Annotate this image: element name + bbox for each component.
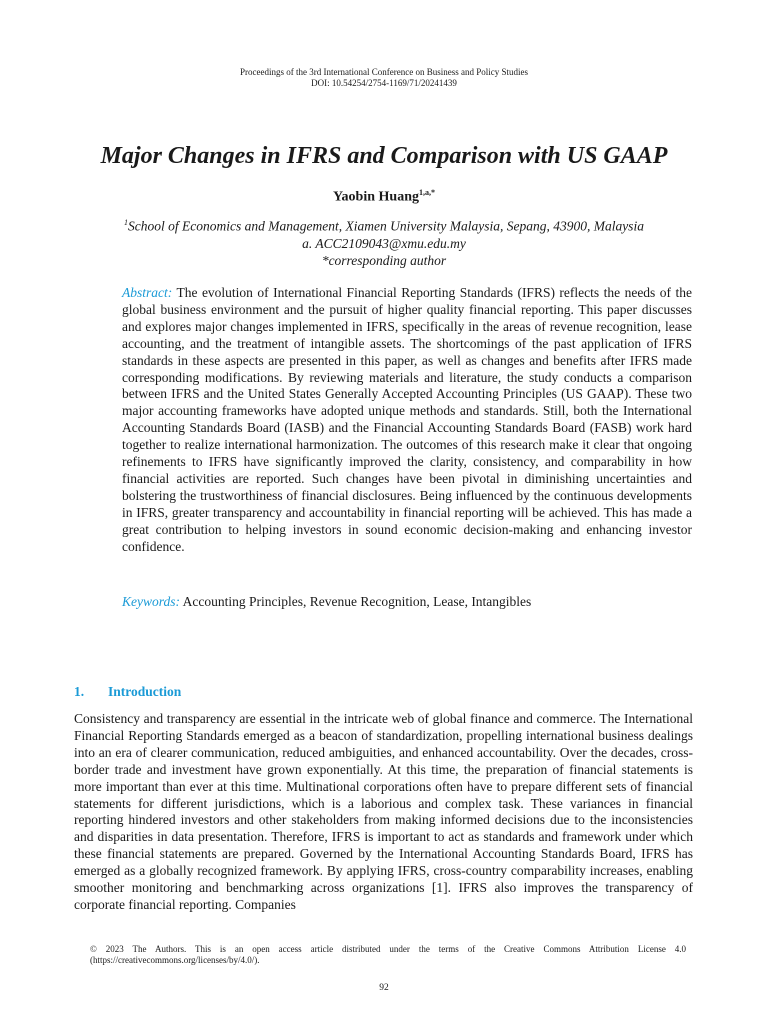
introduction-paragraph: Consistency and transparency are essential in the intricate web of global finance and commerce. The International Financial Reporting Standards emerged as a beacon of standardization, propelling international business dealings into an era of clearer communication, reduced ambiguities, and enhanced accountability. Over the decades, cross-border trade and investment have grown exponentially. At this time, the preparation of financial statements is more important than ever at this time. Multinational corporations often have to prepare different sets of financial statements for different jurisdictions, which is a laborious and complex task. These variances in financial reporting hindered investors and other stakeholders from making informed decisions due to the inconsistencies and disparities in data presentation. Therefore, IFRS is important to act as standards and framework under which these financial statements are prepared. Governed by the International Accounting Standards Board, IFRS has emerged as a globally recognized framework. By applying IFRS, cross-country comparability increases, enabling smoother monitoring and benchmarking across organizations [1]. IFRS also improves the transparency of corporate financial reporting. Companies	[74, 711, 693, 912]
affiliation-block	[0, 214, 768, 269]
abstract	[122, 285, 692, 556]
keywords-text: Accounting Principles, Revenue Recognition, Lease, Intangibles	[182, 594, 532, 609]
affiliation-school: School of Economics and Management, Xiamen University Malaysia, Sepang, 43900, Malaysia	[128, 218, 644, 234]
author-line	[0, 188, 768, 206]
paper-title: Major Changes in IFRS and Comparison with US GAAP	[100, 143, 668, 169]
section-title: Introduction	[108, 684, 182, 699]
section-number: 1.	[74, 684, 85, 699]
author-name: Yaobin Huang	[333, 189, 419, 205]
running-header	[0, 67, 768, 89]
abstract-label: Abstract:	[122, 285, 173, 300]
keywords-label: Keywords:	[122, 594, 180, 609]
author-email: a. ACC2109043@xmu.edu.my	[302, 235, 466, 251]
affiliation-superscript: 1	[124, 218, 129, 227]
proceedings-line: Proceedings of the 3rd International Conference on Business and Policy Studies	[240, 67, 528, 77]
corresponding-note: *corresponding author	[321, 252, 447, 268]
affiliation-line	[0, 214, 768, 235]
section-heading	[74, 684, 181, 700]
license-note: © 2023 The Authors. This is an open access article distributed under the terms of the Creative Commons Attribution License 4.0 (https://creativecommons.org/licenses/by/4.0/).	[90, 944, 686, 965]
author-superscript: 1,a,*	[418, 188, 435, 197]
doi-line: DOI: 10.54254/2754-1169/71/20241439	[311, 78, 457, 88]
abstract-text: The evolution of International Financial Reporting Standards (IFRS) reflects the needs of the global business environment and the pursuit of higher quality financial reporting. This paper discusses and explores major changes implemented in IFRS, specifically in the areas of revenue recognition, lease accounting, and the treatment of intangible assets. The shortcomings of the past application of IFRS standards in these aspects are presented in this paper, as well as changes and benefits after IFRS made corresponding modifications. By reviewing materials and literature, the study conducts a comparison between IFRS and the United States Generally Accepted Accounting Principles (US GAAP). These two major accounting frameworks have adopted unique methods and standards. Still, both the International Accounting Standards Board (IASB) and the Financial Accounting Standards Board (FASB) work hard together to realize international harmonization. The outcomes of this research make it clear that ongoing refinements to IFRS have significantly improved the clarity, consistency, and comparability in how financial activities are reported. Such changes have been pivotal in diminishing uncertainties and bolstering the trustworthiness of financial disclosures. Being influenced by the continuous developments in IFRS, greater transparency and accountability in financial reporting will be achieved. This has made a great contribution to helping investors in sound economic decision-making and enhancing investor confidence.	[122, 285, 692, 554]
page-number: 92	[379, 983, 389, 993]
keywords	[122, 594, 692, 610]
